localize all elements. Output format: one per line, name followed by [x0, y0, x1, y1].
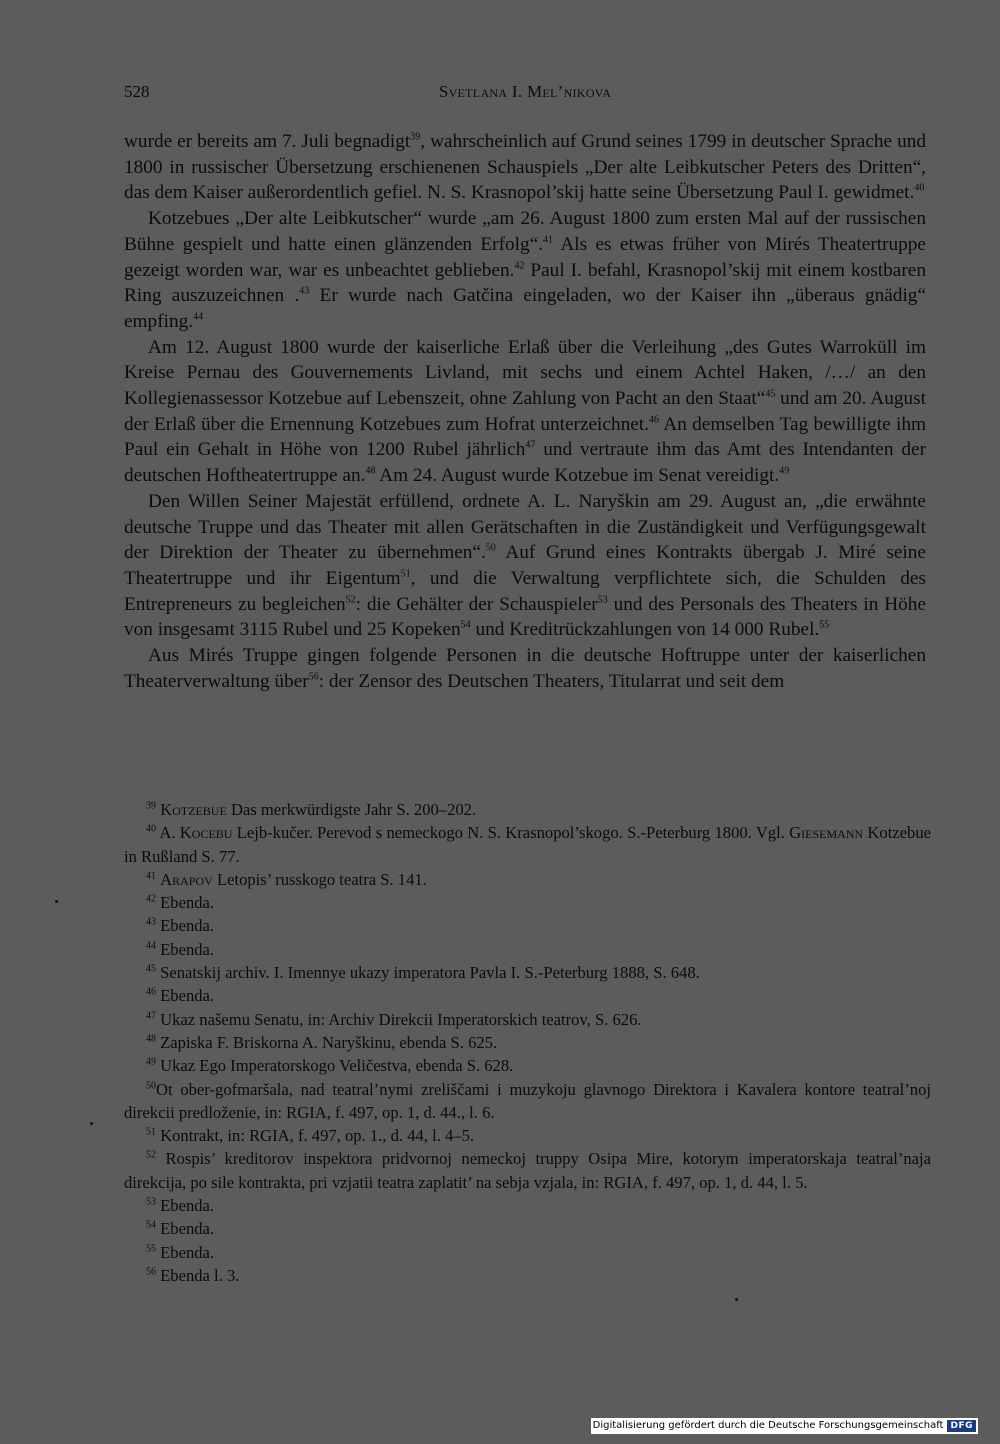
- note-ref: 47: [525, 440, 536, 452]
- paragraph-4: [124, 489, 926, 643]
- dfg-logo-icon: DFG: [947, 1420, 976, 1432]
- footnote: [124, 1078, 931, 1125]
- footnote: [124, 914, 931, 937]
- paragraph-2: [124, 206, 926, 335]
- footnote: [124, 798, 931, 821]
- text-run: , wahrscheinlich auf Grund seines 1799 in deutscher Sprache und 1800 in russischer Übersetzung erschienenen Schauspiels „Der alte Leibkutscher Peters des Dritten“, das dem Kaiser außerordentlich gefiel. N. S. Krasnopol’skij hatte seine Übersetzung Paul I. gewidmet.: [124, 131, 926, 204]
- text-run: Er wurde nach Gatčina eingeladen, wo der Kaiser ihn „überaus gnädig“ empfing.: [124, 285, 926, 332]
- note-ref: 50: [485, 542, 496, 554]
- footnote: [124, 891, 931, 914]
- footnote: [124, 938, 931, 961]
- text-run: Ebenda l. 3.: [156, 1265, 240, 1285]
- page-header: [124, 78, 926, 106]
- text-run: Das merkwürdigste Jahr S. 200–202.: [226, 800, 477, 819]
- note-ref: 53: [146, 1196, 156, 1208]
- funding-footer: [591, 1418, 978, 1434]
- author-name: Arapov: [160, 869, 213, 889]
- note-ref: 40: [914, 182, 925, 194]
- text-run: Am 24. August wurde Kotzebue im Senat vereidigt.: [375, 465, 780, 487]
- text-run: Kotzebues „Der alte Leibkutscher“ wurde „am 26. August 1800 zum ersten Mal auf der russischen Bühne gespielt und hatte einen glänzenden Erfolg“.: [124, 208, 926, 255]
- text-run: und am 20. August der Erlaß über die Ernennung Kotzebues zum Hofrat unterzeichnet.: [124, 388, 926, 435]
- text-run: Aus Mirés Truppe gingen folgende Personen in die deutsche Hoftruppe unter der kaiserlichen Theaterverwaltung über: [124, 645, 926, 692]
- footnote: [124, 1054, 931, 1077]
- note-ref: 54: [146, 1219, 156, 1231]
- text-run: A.: [156, 823, 180, 843]
- footnote: [124, 1194, 931, 1217]
- funding-text: Digitalisierung gefördert durch die Deutsche Forschungsgemeinschaft: [592, 1420, 944, 1431]
- text-run: Am 12. August 1800 wurde der kaiserliche Erlaß über die Verleihung „des Gutes Warroküll im Kreise Pernau des Gouvernements Livland, mit sechs und einem Achtel Haken, /…/ an den Kollegienassessor Kotzebue auf Lebenszeit, ohne Zahlung von Pacht an den Staat“: [124, 336, 926, 410]
- footnotes: [124, 798, 931, 1287]
- text-run: An demselben Tag bewilligte ihm Paul ein Gehalt in Höhe von 1200 Rubel jährlich: [124, 413, 926, 461]
- text-run: Rospis’ kreditorov inspektora pridvornoj nemeckoj truppy Osipa Mire, kotorym imperatorskaja teatral’naja direkcija, po sile kontrakta, pri vzjatii teatra zaplatit’ na sebja vzjala, in: RGIA, f. 497, op. 1, d. 44, l. 5.: [124, 1149, 931, 1192]
- note-ref: 51: [146, 1126, 156, 1138]
- text-run: Ebenda.: [156, 916, 215, 936]
- note-ref: 43: [146, 916, 156, 928]
- text-run: Ot ober-gofmaršala, nad teatral’nymi zreliščami i muzykoju glavnogo Direktora i Kavalera kontore teatral’noj direkcii predloženie, in: RGIA, f. 497, op. 1, d. 44., l. 6.: [124, 1079, 931, 1122]
- text-run: und des Personals des Theaters in Höhe von insgesamt 3115 Rubel und 25 Kopeken: [124, 593, 927, 641]
- text-run: Als es etwas früher von Mirés Theatertruppe gezeigt worden war, war es unbeachtet geblieben.: [124, 233, 926, 281]
- note-ref: 48: [365, 465, 376, 477]
- text-run: und vertraute ihm das Amt des Intendanten der deutschen Hoftheatertruppe an.: [124, 439, 926, 487]
- note-ref: 41: [146, 870, 156, 882]
- scan-speck: [735, 1298, 738, 1301]
- note-ref: 50: [146, 1080, 156, 1092]
- text-run: Ebenda.: [156, 986, 215, 1006]
- footnote: [124, 1217, 931, 1240]
- note-ref: 46: [649, 414, 659, 426]
- text-run: Letopis’ russkogo teatra S. 141.: [212, 869, 427, 889]
- author-name: Kotzebue: [160, 800, 227, 819]
- text-run: Auf Grund eines Kontrakts übergab J. Miré seine Theatertruppe und ihr Eigentum: [124, 542, 926, 589]
- text-run: Ukaz našemu Senatu, in: Archiv Direkcii Imperatorskich teatrov, S. 626.: [156, 1009, 642, 1029]
- footnote: [124, 821, 931, 868]
- note-ref: 45: [146, 963, 156, 975]
- footnote: [124, 961, 931, 984]
- note-ref: 39: [410, 131, 421, 143]
- text-run: Senatskij archiv. I. Imennye ukazy imperatora Pavla I. S.-Peterburg 1888, S. 648.: [156, 963, 700, 983]
- note-ref: 55: [146, 1243, 156, 1255]
- author-name: Kocebu: [179, 823, 233, 843]
- footnote: [124, 984, 931, 1007]
- text-run: Paul I. befahl, Krasnopol’skij mit einem kostbaren Ring auszuzeichnen .: [124, 259, 926, 307]
- text-run: wurde er bereits am 7. Juli begnadigt: [124, 131, 411, 152]
- text-run: Kotzebue in Rußland S. 77.: [124, 823, 932, 866]
- text-run: Ebenda.: [156, 1242, 215, 1262]
- footnote: [124, 1008, 931, 1031]
- note-ref: 42: [146, 893, 156, 905]
- text-run: Ebenda.: [156, 1196, 215, 1216]
- note-ref: 53: [597, 594, 608, 606]
- note-ref: 56: [146, 1266, 156, 1278]
- paragraph-3: [124, 335, 926, 489]
- text-run: Ebenda.: [156, 1219, 215, 1239]
- note-ref: 54: [460, 619, 471, 631]
- note-ref: 46: [146, 986, 156, 998]
- text-run: : die Gehälter der Schauspieler: [355, 593, 598, 615]
- footnote: [124, 868, 931, 891]
- running-head: Svetlana I. Mel’nikova: [438, 82, 612, 101]
- text-run: Den Willen Seiner Majestät erfüllend, ordnete A. L. Naryškin am 29. August an, „die erwähnte deutsche Truppe und das Theater mit allen Gerätschaften in die Zuständigkeit und Verfügungsgewalt der Direktion der Theater zu übernehmen“.: [124, 490, 926, 564]
- footnote: [124, 1031, 931, 1054]
- note-ref: 43: [299, 285, 310, 297]
- author-name: Giesemann: [789, 823, 864, 843]
- footnote: [124, 1264, 931, 1287]
- text-run: Lejb-kučer. Perevod s nemeckogo N. S. Krasnopol’skogo. S.-Peterburg 1800. Vgl.: [232, 823, 790, 843]
- footnote: [124, 1124, 931, 1147]
- page-number: 528: [124, 82, 150, 101]
- footnote: [124, 1241, 931, 1264]
- text-run: Ebenda.: [156, 893, 215, 913]
- note-ref: 49: [146, 1056, 156, 1068]
- note-ref: 44: [193, 311, 204, 323]
- note-ref: 49: [779, 465, 790, 477]
- note-ref: 45: [765, 388, 776, 400]
- text-run: Ukaz Ego Imperatorskogo Veličestva, ebenda S. 628.: [156, 1056, 514, 1076]
- text-run: Ebenda.: [156, 939, 215, 959]
- note-ref: 41: [543, 234, 554, 246]
- note-ref: 52: [345, 594, 356, 606]
- body-text: [124, 129, 926, 694]
- text-run: und Kreditrückzahlungen von 14 000 Rubel.: [470, 619, 820, 641]
- note-ref: 51: [400, 568, 411, 580]
- note-ref: 44: [146, 940, 156, 952]
- note-ref: 47: [146, 1010, 156, 1022]
- scan-speck: [90, 1122, 93, 1125]
- note-ref: 56: [308, 671, 319, 683]
- note-ref: 52: [146, 1149, 156, 1161]
- note-ref: 40: [146, 823, 156, 835]
- text-run: , und die Verwaltung verpflichtete sich, die Schulden des Entrepreneurs zu begleichen: [124, 567, 926, 615]
- note-ref: 39: [146, 800, 156, 812]
- paragraph-1: [124, 129, 926, 206]
- note-ref: 42: [514, 260, 525, 272]
- note-ref: 48: [146, 1033, 156, 1045]
- note-ref: 55: [819, 619, 830, 631]
- text-run: : der Zensor des Deutschen Theaters, Titularrat und seit dem: [318, 670, 785, 692]
- scan-speck: [55, 900, 58, 903]
- footnote: [124, 1147, 931, 1194]
- text-run: Zapiska F. Briskorna A. Naryškinu, ebenda S. 625.: [156, 1032, 498, 1052]
- text-run: Kontrakt, in: RGIA, f. 497, op. 1., d. 44, l. 4–5.: [156, 1126, 475, 1146]
- paragraph-5: [124, 643, 926, 694]
